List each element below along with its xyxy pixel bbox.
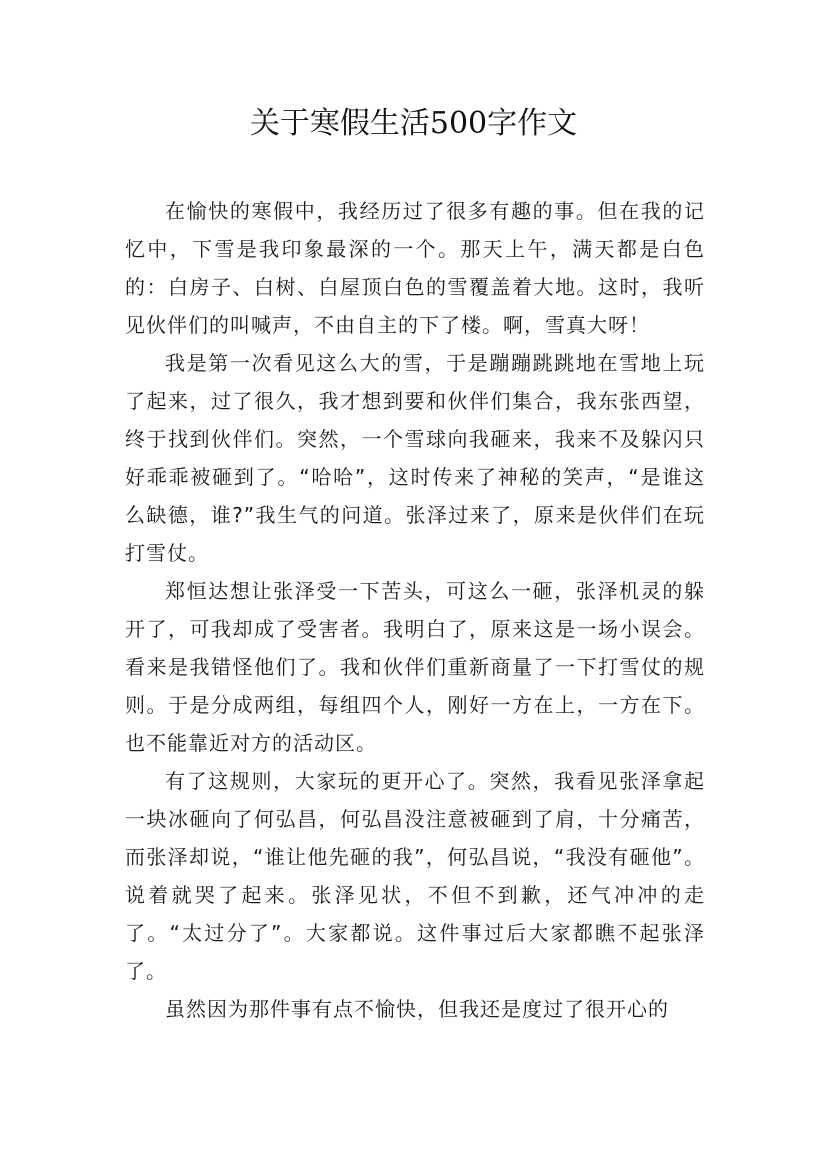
document-title: 关于寒假生活500字作文	[249, 106, 578, 141]
paragraph-3: 郑恒达想让张泽受一下苦头，可这么一砸，张泽机灵的躲开了，可我却成了受害者。我明白了，原来这是一场小误会。看来是我错怪他们了。我和伙伴们重新商量了一下打雪仗的规则。于是分成两组，每组四个人，刚好一方在上，一方在下。也不能靠近对方的活动区。	[125, 579, 705, 755]
paragraph-5: 虽然因为那件事有点不愉快，但我还是度过了很开心的	[165, 997, 669, 1021]
paragraph-1: 在愉快的寒假中，我经历过了很多有趣的事。但在我的记忆中，下雪是我印象最深的一个。那天上午，满天都是白色的：白房子、白树、白屋顶白色的雪覆盖着大地。这时，我听见伙伴们的叫喊声，不由自主的下了楼。啊，雪真大呀！	[125, 199, 705, 337]
paragraph-4: 有了这规则，大家玩的更开心了。突然，我看见张泽拿起一块冰砸向了何弘昌，何弘昌没注意被砸到了肩，十分痛苦，而张泽却说，“谁让他先砸的我”，何弘昌说，“我没有砸他”。说着就哭了起来。张泽见状，不但不到歉，还气冲冲的走了。“太过分了”。大家都说。这件事过后大家都瞧不起张泽了。	[125, 769, 705, 983]
paragraph-2: 我是第一次看见这么大的雪，于是蹦蹦跳跳地在雪地上玩了起来，过了很久，我才想到要和伙伴们集合，我东张西望，终于找到伙伴们。突然，一个雪球向我砸来，我来不及躲闪只好乖乖被砸到了。“哈哈”，这时传来了神秘的笑声，“是谁这么缺德，谁?”我生气的问道。张泽过来了，原来是伙伴们在玩打雪仗。	[125, 351, 705, 565]
document-body	[125, 192, 705, 1028]
